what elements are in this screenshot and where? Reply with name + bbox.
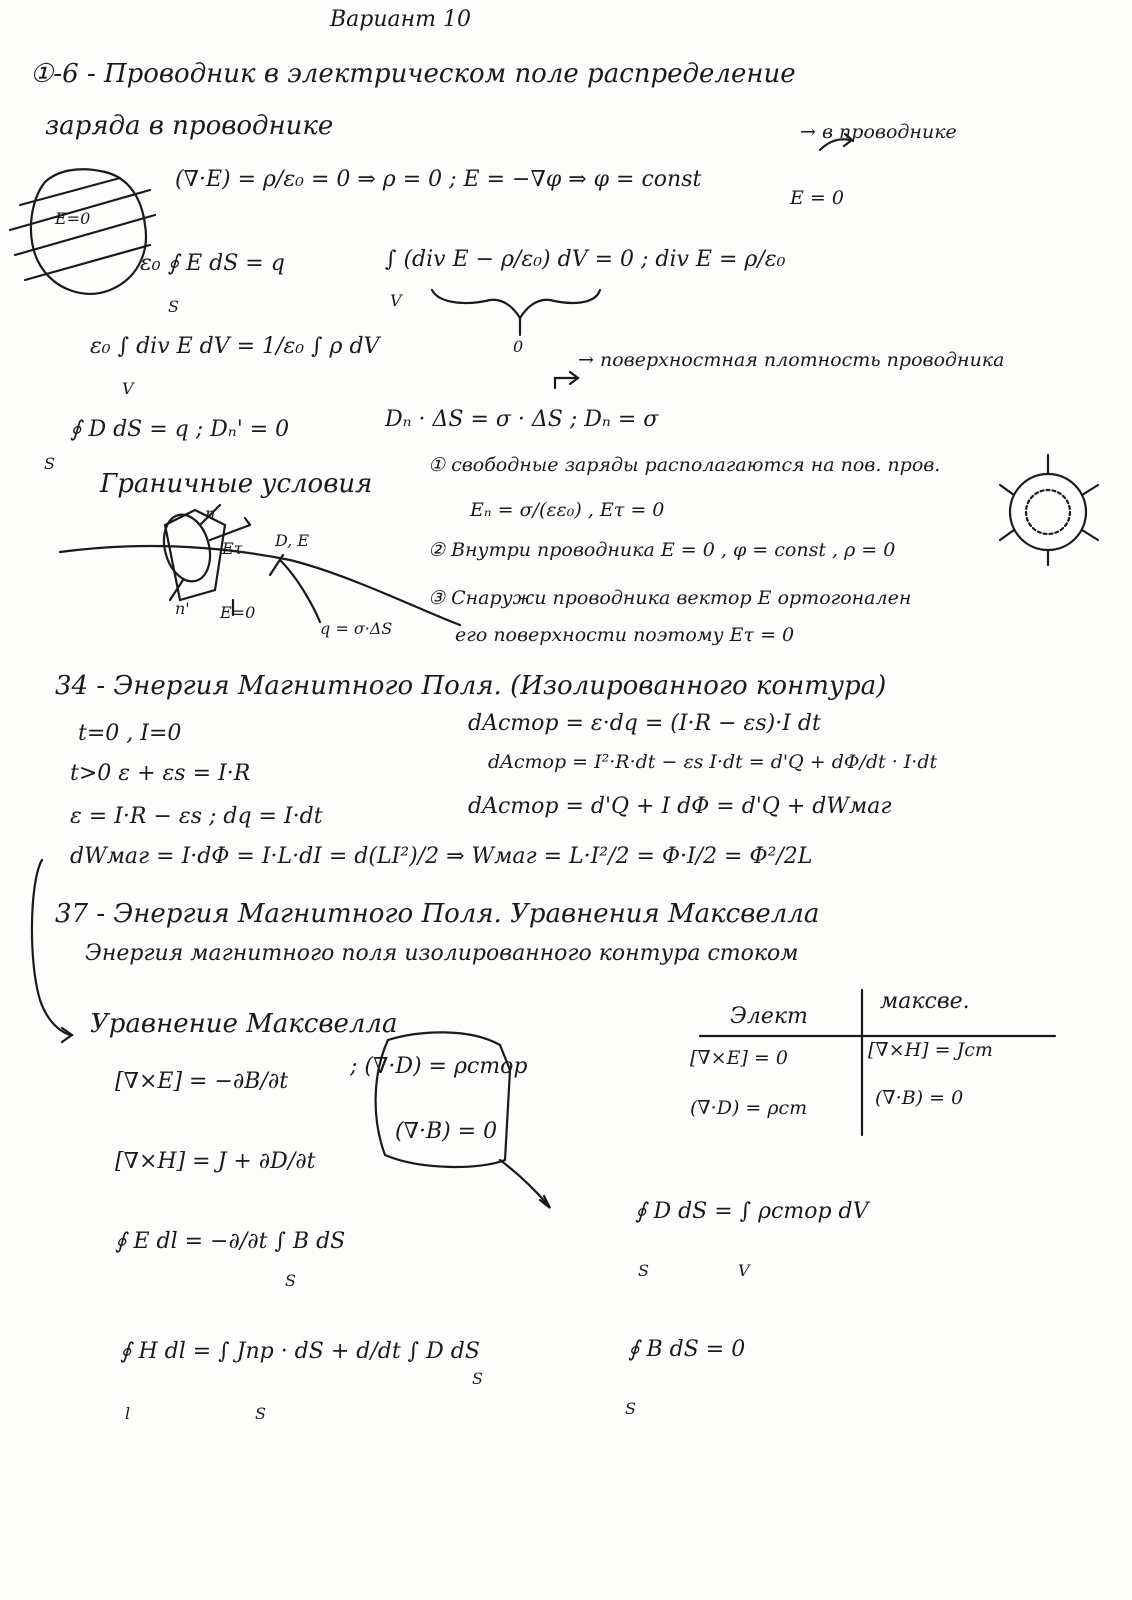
eq-div-volume: ε₀ ∫ div E dV = 1/ε₀ ∫ ρ dV bbox=[90, 334, 380, 359]
eq4-volume-v: V bbox=[122, 379, 134, 398]
boundary-title: Граничные условия bbox=[100, 469, 373, 499]
eq-dn-sigma: Dₙ · ΔS = σ · ΔS ; Dₙ = σ bbox=[385, 407, 659, 432]
note-in-conductor: → в проводнике bbox=[800, 121, 957, 143]
table-r2c1: (∇·D) = ρст bbox=[690, 1097, 808, 1119]
eq3-volume-v: V bbox=[390, 291, 402, 310]
m8-surface-s: S bbox=[625, 1399, 636, 1418]
conductor-circle bbox=[1010, 474, 1086, 550]
eq-e-zero: E = 0 bbox=[790, 187, 844, 209]
condition-2: ② Внутри проводника E = 0 , φ = const , ρ = 0 bbox=[428, 539, 896, 561]
maxwell-curl-e: [∇×E] = −∂B/∂t bbox=[115, 1069, 289, 1094]
boundary-curve bbox=[60, 546, 460, 625]
eq5-surface-s: S bbox=[44, 454, 55, 473]
condition-1-eq: Eₙ = σ/(εε₀) , Eτ = 0 bbox=[470, 499, 665, 521]
maxwell-integral-h: ∮ H dl = ∫ Jпр · dS + d/dt ∫ D dS bbox=[120, 1339, 480, 1364]
sketch-label: E=0 bbox=[55, 209, 91, 228]
underbrace bbox=[432, 290, 600, 318]
q34-title: 34 - Энергия Магнитного Поля. (Изолированного контура) bbox=[55, 671, 887, 701]
fig-n-label: n bbox=[205, 504, 216, 523]
fig-n-prime-label: n' bbox=[175, 599, 190, 618]
maxwell-integral-e: ∮ E dl = −∂/∂t ∫ B dS bbox=[115, 1229, 346, 1254]
conductor-blob bbox=[31, 169, 146, 294]
eq2-surface-s: S bbox=[168, 297, 179, 316]
eq-flux-d: ∮ D dS = q ; Dₙ' = 0 bbox=[70, 417, 290, 442]
m6-surface-s: S bbox=[638, 1261, 649, 1280]
eq-gauss-integral: ε₀ ∮ E dS = q bbox=[140, 251, 285, 276]
q34-right2: dAстор = I²·R·dt − εs I·dt = d'Q + dΦ/dt · I·dt bbox=[488, 751, 938, 773]
link-bracket bbox=[32, 860, 70, 1035]
condition-3: ③ Снаружи проводника вектор E ортогонален bbox=[428, 587, 912, 609]
fig-d-e-label: D, E bbox=[275, 531, 310, 550]
maxwell-integral-d: ∮ D dS = ∫ ρстор dV bbox=[635, 1199, 869, 1224]
variant-heading: Вариант 10 bbox=[330, 7, 471, 32]
maxwell-div-d: ; (∇·D) = ρстор bbox=[350, 1054, 528, 1079]
maxwell-curl-h: [∇×H] = J + ∂D/∂t bbox=[115, 1149, 316, 1174]
note-surface-density: → поверхностная плотность проводника bbox=[578, 349, 1005, 371]
table-col-elect: Элект bbox=[730, 1004, 808, 1029]
q34-right1: dAстор = ε·dq = (I·R − εs)·I dt bbox=[468, 711, 821, 736]
q34-right3: dAстор = d'Q + I dΦ = d'Q + dWмаг bbox=[468, 794, 892, 819]
maxwell-box bbox=[376, 1032, 510, 1167]
m5-surface-s: S bbox=[285, 1271, 296, 1290]
table-r1c1: [∇×E] = 0 bbox=[690, 1047, 788, 1069]
eq-div-integral: ∫ (div E − ρ/ε₀) dV = 0 ; div E = ρ/ε₀ bbox=[385, 247, 786, 272]
m7-surface-s2: S bbox=[472, 1369, 483, 1388]
q34-line1: t=0 , I=0 bbox=[78, 721, 182, 746]
q1-title-line2: заряда в проводнике bbox=[45, 111, 334, 141]
condition-1: ① свободные заряды располагаются на пов. пров. bbox=[428, 454, 941, 476]
table-r1c2: [∇×H] = Jст bbox=[868, 1039, 993, 1061]
eq3-zero: 0 bbox=[513, 337, 524, 356]
maxwell-title: Уравнение Максвелла bbox=[90, 1009, 398, 1039]
table-col-maxwell: максве. bbox=[880, 989, 970, 1014]
maxwell-integral-b: ∮ B dS = 0 bbox=[628, 1337, 746, 1362]
m6-volume-v: V bbox=[738, 1261, 750, 1280]
m7-loop-l: l bbox=[125, 1404, 131, 1423]
q1-title-line1: ①-6 - Проводник в электрическом поле распределение bbox=[30, 59, 796, 89]
q34-line3: ε = I·R − εs ; dq = I·dt bbox=[70, 804, 323, 829]
q34-energy: dWмаг = I·dΦ = I·L·dI = d(LI²)/2 ⇒ Wмаг = L·I²/2 = Φ·I/2 = Φ²/2L bbox=[70, 844, 813, 869]
fig-e-tau-label: Eτ bbox=[222, 539, 243, 558]
eq-gauss-differential: (∇·E) = ρ/ε₀ = 0 ⇒ ρ = 0 ; E = −∇φ ⇒ φ = const bbox=[175, 167, 702, 192]
m7-surface-s1: S bbox=[255, 1404, 266, 1423]
table-r2c2: (∇·B) = 0 bbox=[875, 1087, 964, 1109]
q37-subtitle: Энергия магнитного поля изолированного контура стоком bbox=[85, 941, 799, 966]
q34-line2: t>0 ε + εs = I·R bbox=[70, 761, 251, 786]
condition-3b: его поверхности поэтому Eτ = 0 bbox=[455, 624, 795, 646]
fig-q-label: q = σ·ΔS bbox=[320, 619, 393, 638]
maxwell-div-b: (∇·B) = 0 bbox=[395, 1119, 498, 1144]
fig-e0-label: E=0 bbox=[220, 603, 256, 622]
q37-title: 37 - Энергия Магнитного Поля. Уравнения Максвелла bbox=[55, 899, 820, 929]
